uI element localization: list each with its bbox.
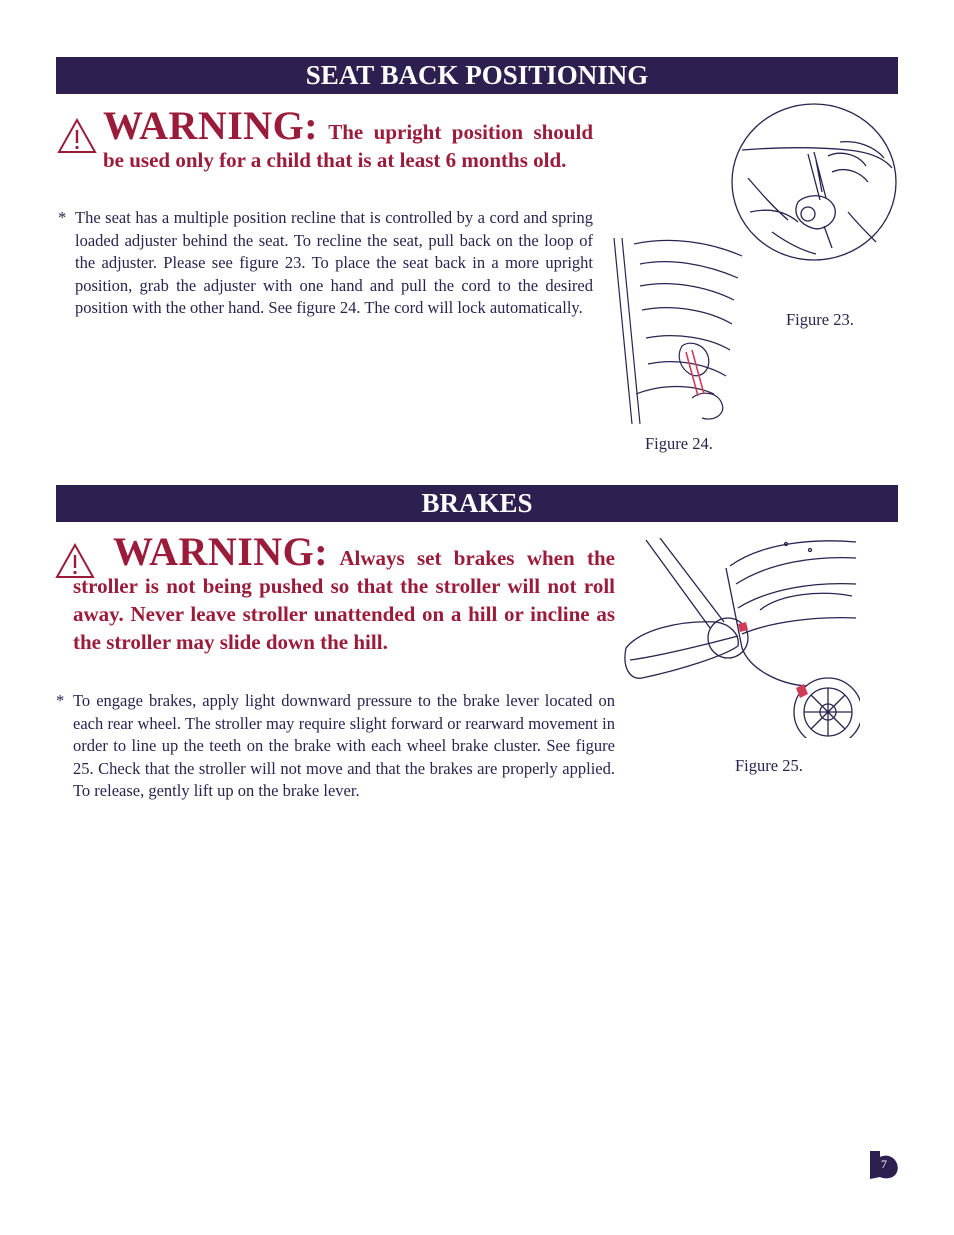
warning-triangle-icon xyxy=(57,118,97,154)
instructions-seat-back xyxy=(58,207,593,320)
figure-24-illustration xyxy=(610,234,744,430)
figure-25-illustration xyxy=(620,538,860,738)
warning-line1: Always set brakes when the xyxy=(339,546,615,570)
section-header-seat-back: SEAT BACK POSITIONING xyxy=(56,57,898,94)
warning-rest: be used only for a child that is at least 6 months old. xyxy=(103,148,567,172)
section-header-brakes: BRAKES xyxy=(56,485,898,522)
warning-block-brakes xyxy=(73,529,615,656)
page-number: 7 xyxy=(881,1157,887,1171)
warning-line1: The upright position should xyxy=(328,120,593,144)
figure-23-illustration xyxy=(728,102,900,266)
figure-24-caption: Figure 24. xyxy=(645,434,713,453)
instructions-text: The seat has a multiple position recline that is controlled by a cord and spring loaded adjuster behind the seat. To recline the seat, pull back on the loop of the adjuster. Please see figure 23. To place the seat back in a more upright position, grab the adjuster with one hand and pull the cord to the desired position with the other hand. See figure 24. The cord will lock automatically. xyxy=(75,208,593,317)
warning-rest: stroller is not being pushed so that the stroller will not roll away. Never leave stroller unattended on a hill or incline as the stroller may slide down the hill. xyxy=(73,574,615,654)
warning-triangle-icon xyxy=(55,543,95,579)
bullet: * xyxy=(56,691,65,710)
warning-block-seat-back xyxy=(103,103,593,174)
warning-word: WARNING: xyxy=(103,103,319,148)
instructions-brakes xyxy=(56,690,615,803)
warning-word: WARNING: xyxy=(113,529,329,574)
figure-23-caption: Figure 23. xyxy=(786,310,854,329)
figure-25-caption: Figure 25. xyxy=(735,756,803,775)
instructions-text: To engage brakes, apply light downward pressure to the brake lever located on each rear wheel. The stroller may require slight forward or rearward movement in order to line up the teeth on the brake with each wheel brake cluster. See figure 25. Check that the stroller will not move and that the brakes are properly applied. To release, gently lift up on the brake lever. xyxy=(73,691,615,800)
bullet: * xyxy=(58,208,67,227)
